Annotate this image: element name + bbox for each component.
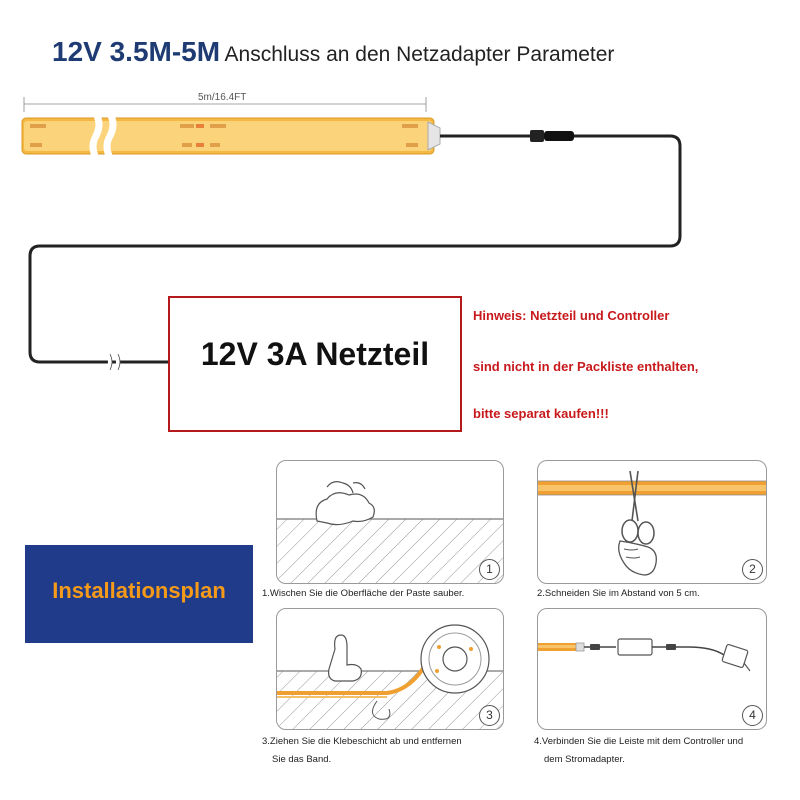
- step-4-panel: [537, 608, 767, 730]
- installation-title: Installationsplan: [52, 578, 226, 603]
- step-2-caption: 2.Schneiden Sie im Abstand von 5 cm.: [537, 588, 700, 599]
- note-line-2: sind nicht in der Packliste enthalten,: [473, 359, 699, 374]
- step-2-illustration: [538, 461, 766, 583]
- step-4-illustration: [538, 609, 766, 729]
- step-3-panel: [276, 608, 504, 730]
- title-rest: Anschluss an den Netzadapter Parameter: [224, 43, 615, 66]
- led-strip: [22, 114, 440, 158]
- step-2-panel: [537, 460, 767, 584]
- step-1-panel: [276, 460, 504, 584]
- step-1-caption: 1.Wischen Sie die Oberfläche der Paste sauber.: [262, 588, 465, 599]
- step-3-caption-line-1: 3.Ziehen Sie die Klebeschicht ab und entfernen: [262, 736, 462, 747]
- step-1-number: 1: [479, 559, 500, 580]
- strip-length-label: 5m/16.4FT: [198, 92, 247, 103]
- note-line-1: Hinweis: Netzteil und Controller: [473, 308, 670, 323]
- step-1-illustration: [277, 461, 503, 583]
- note-line-3: bitte separat kaufen!!!: [473, 406, 609, 421]
- step-3-caption-line-2: Sie das Band.: [272, 754, 332, 765]
- step-3-illustration: [277, 609, 503, 729]
- step-4-caption-line-2: dem Stromadapter.: [544, 754, 625, 765]
- step-4-caption-line-1: 4.Verbinden Sie die Leiste mit dem Controller und: [534, 736, 744, 747]
- step-4-number: 4: [742, 705, 763, 726]
- title-bold: 12V 3.5M-5M: [52, 36, 221, 67]
- step-3-number: 3: [479, 705, 500, 726]
- power-supply-label: 12V 3A Netzteil: [200, 336, 430, 372]
- step-2-number: 2: [742, 559, 763, 580]
